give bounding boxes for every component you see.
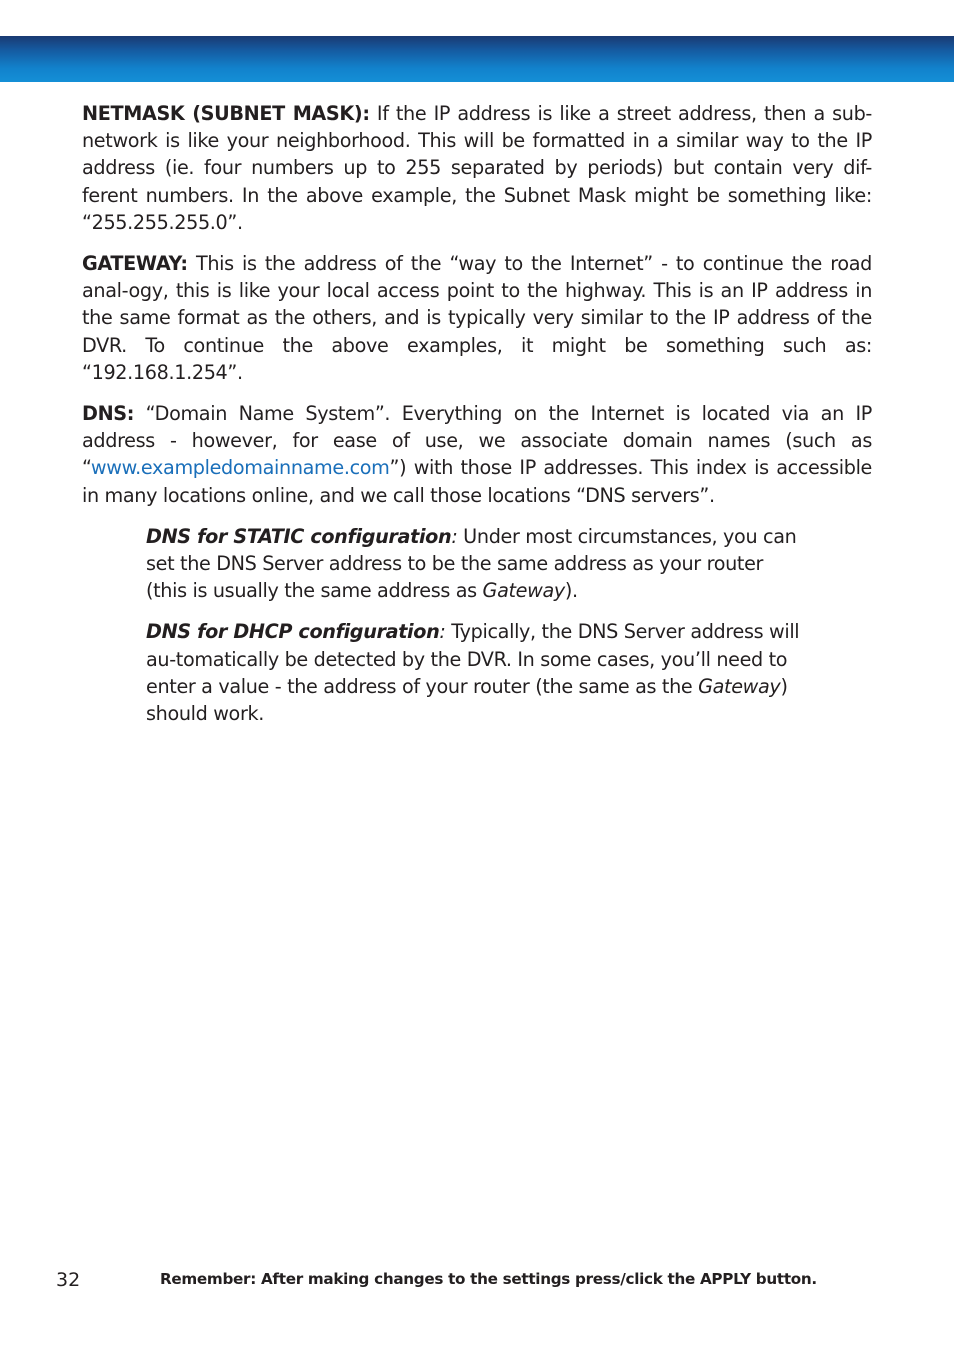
dns-paragraph xyxy=(82,400,872,509)
gateway-term: GATEWAY: xyxy=(82,252,188,276)
gateway-text: This is the address of the “way to the Internet” - to continue the road anal-ogy, this is like your local access point to the highway. This is an IP address in the same format as the others, and is typically very similar to the IP address of the DVR. To continue the above examples, it might be something such as: “192.168.1.254”. xyxy=(82,252,872,384)
dns-term: DNS: xyxy=(82,402,135,426)
dns-dhcp-gateway-word: Gateway xyxy=(698,674,781,698)
dns-dhcp-colon: : xyxy=(439,620,446,644)
header-band xyxy=(0,36,954,82)
dns-static-term: DNS for STATIC configuration xyxy=(146,524,452,548)
page-number: 32 xyxy=(56,1269,81,1291)
footer-reminder: Remember: After making changes to the settings press/click the APPLY button. xyxy=(160,1270,817,1288)
netmask-term: NETMASK (SUBNET MASK): xyxy=(82,102,370,125)
gateway-paragraph xyxy=(82,250,872,386)
page-content xyxy=(82,100,872,741)
dns-static-text-before: Under most circumstances, you can set the DNS Server address to be the same address as your router (this is usually the same address as xyxy=(146,524,797,603)
dns-static-text-after: ). xyxy=(564,579,578,603)
netmask-paragraph xyxy=(82,100,872,236)
dns-static-colon: : xyxy=(451,524,458,548)
dns-dhcp-text-before: Typically, the DNS Server address will au-tomatically be detected by the DVR. In some cases, you’ll need to enter a value - the address of your router (the same as the xyxy=(146,620,800,698)
example-domain-link[interactable]: www.exampledomainname.com xyxy=(90,456,390,480)
dns-static-gateway-word: Gateway xyxy=(482,579,565,603)
dns-text-after-link: ”) with those IP addresses. This index is accessible in many locations online, and we call those locations “DNS servers”. xyxy=(82,456,872,507)
dns-dhcp-text-after: ) should work. xyxy=(146,674,788,726)
netmask-text: If the IP address is like a street address, then a sub-network is like your neighborhood. This will be formatted in a similar way to the IP address (ie. four numbers up to 255 separated by periods) but contain very dif-ferent numbers. In the above example, the Subnet Mask might be something like: “255.255.255.0”. xyxy=(82,102,872,234)
dns-dhcp-term: DNS for DHCP configuration xyxy=(146,620,440,644)
dns-static-paragraph xyxy=(146,523,808,605)
dns-dhcp-paragraph xyxy=(146,618,808,727)
dns-text-before-link: “Domain Name System”. Everything on the Internet is located via an IP address - however, for ease of use, we associate domain names (such as “ xyxy=(82,402,872,480)
